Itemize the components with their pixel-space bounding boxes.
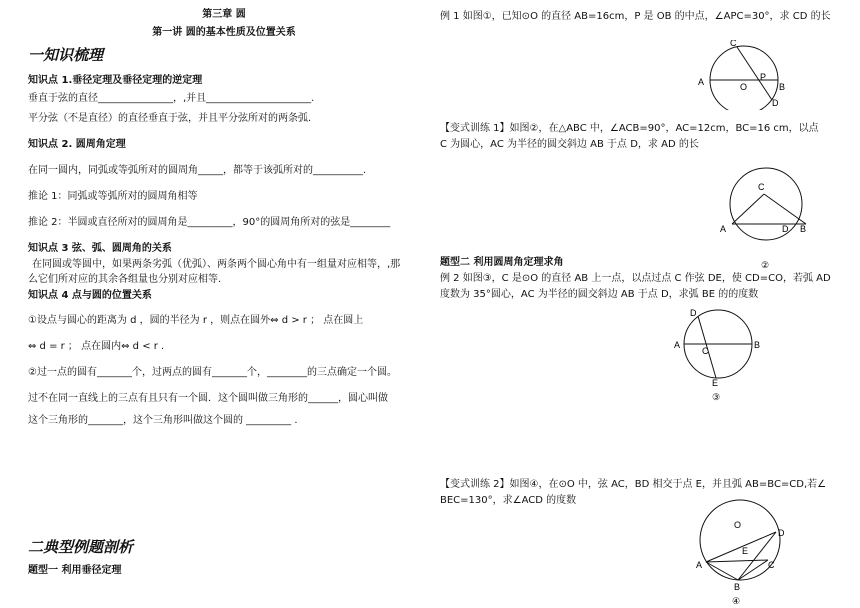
kp4-title: 知识点 4 点与圆的位置关系 <box>28 290 152 301</box>
type2-title: 题型二 利用圆周角定理求角 <box>440 257 564 268</box>
inference2: 推论 2：半圆或直径所对的圆周角是_________，90°的圆周角所对的弦是________ <box>28 217 391 228</box>
lecture-title: 第一讲 圆的基本性质及位置关系 <box>152 27 296 38</box>
fig3-label-e: E <box>712 378 719 388</box>
kp3-title: 知识点 3 弦、弧、圆周角的关系 <box>28 243 172 254</box>
fig3-label-a: A <box>674 340 681 350</box>
fig4-label-o: O <box>734 520 742 530</box>
kp4-line3: ②过一点的圆有_______个，过两点的圆有_______个，________的三点确定一个圆。 <box>28 367 397 378</box>
kp3-line1: 在同圆或等圆中，如果两条劣弧（优弧）、两条两个圆心角中有一组量对应相等，,那 <box>32 259 401 270</box>
type1-title: 题型一 利用垂径定理 <box>28 565 122 576</box>
fig1-label-b: B <box>779 82 786 92</box>
fig4-label-d: D <box>778 528 785 538</box>
fig1-label-o: O <box>740 82 748 92</box>
fig3-label-d: D <box>690 308 697 318</box>
kp1-title: 知识点 1.垂径定理及垂径定理的逆定理 <box>28 75 203 86</box>
fig4-label-c: C <box>768 560 775 570</box>
fig2-side-bc <box>764 194 806 224</box>
fig1-label-a: A <box>698 77 705 87</box>
kp3-line2: 么它们所对应的其余各组量也分别对应相等. <box>28 274 222 285</box>
fig2-label-a: A <box>720 224 727 234</box>
fig3-label-b: B <box>754 340 761 350</box>
fig2-side-ac <box>732 194 764 224</box>
kp2-line1: 在同一圆内，同弧或等弧所对的圆周角_____，都等于该弧所对的__________. <box>28 165 367 176</box>
fig4-chord-ac <box>706 560 768 562</box>
section1-heading: 一知识梳理 <box>28 46 104 64</box>
fig2-label-b: B <box>800 224 807 234</box>
kp4-line1: ①设点与圆心的距离为 d ，圆的半径为 r ，则点在圆外⇔ d > r ； 点在圆上 <box>28 315 364 326</box>
kp2-title: 知识点 2. 圆周角定理 <box>28 139 126 150</box>
fig4-label-e: E <box>742 546 749 556</box>
fig2-circle <box>730 168 802 240</box>
example1: 例 1 如图①，已知⊙O 的直径 AB=16cm，P 是 OB 的中点，∠APC=30°，求 CD 的长 <box>440 11 831 22</box>
kp1-line2: 平分弦（不是直径）的直径垂直于弦，并且平分弦所对的两条弧. <box>28 113 312 124</box>
fig3-label-c: C <box>702 346 709 356</box>
variation2-line2: BEC=130°，求∠ACD 的度数 <box>440 495 577 506</box>
section2-heading: 二典型例题剖析 <box>28 538 134 556</box>
kp1-line1: 垂直于弦的直径_______________，,并且_____________________. <box>28 93 315 104</box>
fig4-caption: ④ <box>732 596 741 606</box>
fig1-circle <box>710 46 778 110</box>
fig4-chord-bd <box>738 532 776 580</box>
figure-4 <box>692 496 792 608</box>
figure-1 <box>690 40 790 110</box>
fig4-chord-ad <box>706 532 776 562</box>
inference1: 推论 1：同弧或等弧所对的圆周角相等 <box>28 191 198 202</box>
fig1-label-c: C <box>730 40 737 48</box>
fig3-caption: ③ <box>712 392 721 402</box>
fig1-label-d: D <box>772 98 779 108</box>
fig2-label-c: C <box>758 182 765 192</box>
fig4-label-b: B <box>734 582 741 592</box>
variation2-line1: 【变式训练 2】如图④，在⊙O 中，弦 AC，BD 相交于点 E，并且弧 AB=BC=CD,若∠ <box>440 479 827 490</box>
kp4-line5: 这个三角形的_______，这个三角形叫做这个圆的 _________ . <box>28 415 298 426</box>
figure-3 <box>672 306 772 402</box>
kp4-line4: 过不在同一直线上的三点有且只有一个圆．这个圆叫做三角形的______，圆心叫做 <box>28 393 388 404</box>
variation1-line1: 【变式训练 1】如图②，在△ABC 中，∠ACB=90°，AC=12cm，BC=16 cm，以点 <box>440 123 819 134</box>
variation1-line2: C 为圆心，AC 为半径的圆交斜边 AB 于点 D，求 AD 的长 <box>440 139 699 150</box>
figure-2 <box>716 160 816 272</box>
fig2-caption: ② <box>761 260 770 270</box>
fig2-label-d: D <box>782 224 789 234</box>
chapter-title: 第三章 圆 <box>202 9 246 20</box>
fig4-chord-bc <box>738 560 768 580</box>
example2-line1: 例 2 如图③，C 是⊙O 的直径 AB 上一点，以点过点 C 作弦 DE，使 CD=CO，若弧 AD <box>440 273 831 284</box>
kp4-line2: ⇔ d = r ； 点在圆内⇔ d < r . <box>28 341 165 352</box>
fig1-label-p: P <box>760 72 767 82</box>
fig4-chord-ab <box>706 562 738 580</box>
fig4-label-a: A <box>696 560 703 570</box>
example2-line2: 度数为 35°圆心，AC 为半径的圆交斜边 AB 于点 D，求弧 BE 的的度数 <box>440 289 759 300</box>
